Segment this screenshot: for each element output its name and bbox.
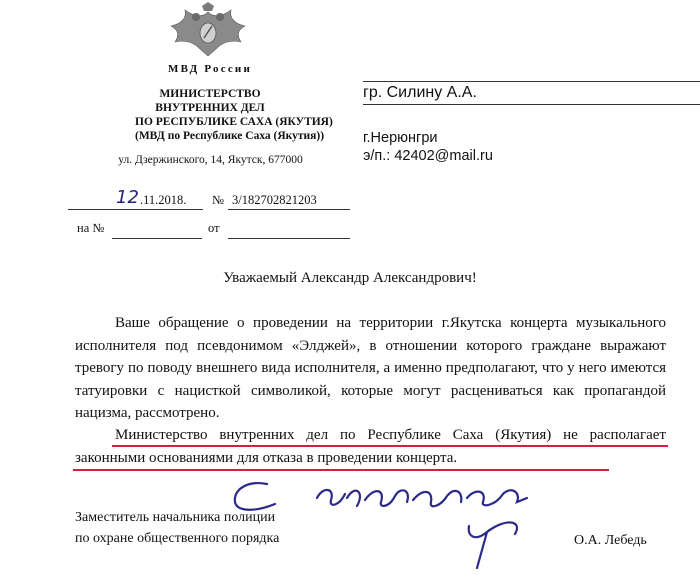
recipient-email: э/п.: 42402@mail.ru xyxy=(363,148,493,164)
greeting: Уважаемый Александр Александрович! xyxy=(223,270,477,286)
recipient-top-rule xyxy=(363,81,700,82)
recipient-name: гр. Силину А.А. xyxy=(363,84,477,101)
from-label: от xyxy=(208,221,220,235)
recipient-name-rule xyxy=(363,104,700,105)
agency-short-name: МВД России xyxy=(167,63,252,75)
signer-name: О.А. Лебедь xyxy=(574,533,647,548)
agency-address: ул. Дзержинского, 14, Якутск, 677000 xyxy=(118,154,303,166)
paragraph-1-text: Ваше обращение о проведении на территории г.Якутска концерта музыкального исполнителя под псевдонимом «Элджей», в отношении которого граждане выражают тревогу по поводу внешнего вида исполнителя, а именно предполагают, что у него имеются татуировки с нацисткой символикой, которые могут расцениваться как пропагандой нацизма, рассмотрено. xyxy=(75,315,666,422)
signer-title-line-2: по охране общественного порядка xyxy=(75,531,280,546)
paragraph-2-text: Министерство внутренних дел по Республике Саха (Якутия) не располагает законными основаниями для отказа в проведении концерта. xyxy=(75,427,666,466)
recipient-city: г.Нерюнгри xyxy=(363,130,438,146)
ministry-line-3: ПО РЕСПУБЛИКЕ САХА (ЯКУТИЯ) xyxy=(135,116,333,128)
reply-to-label: на № xyxy=(77,221,105,235)
highlight-underline-1 xyxy=(112,445,668,447)
ministry-line-4: (МВД по Республике Саха (Якутия)) xyxy=(135,130,325,142)
number-underline xyxy=(228,209,350,210)
highlight-underline-2 xyxy=(73,469,609,471)
date-underline xyxy=(68,209,203,210)
ministry-line-2: ВНУТРЕННИХ ДЕЛ xyxy=(155,102,265,114)
number-prefix: № xyxy=(212,193,224,207)
reply-to-underline xyxy=(112,238,202,239)
from-underline xyxy=(228,238,350,239)
date-day-handwritten: 12 xyxy=(116,187,139,208)
ministry-line-1: МИНИСТЕРСТВО xyxy=(159,88,261,100)
date-rest: .11.2018. xyxy=(140,193,187,207)
paragraph-1 xyxy=(75,312,666,425)
double-headed-eagle-emblem-icon xyxy=(163,2,253,60)
document-number: 3/182702821203 xyxy=(232,193,317,207)
signer-title-line-1: Заместитель начальника полиции xyxy=(75,510,276,525)
